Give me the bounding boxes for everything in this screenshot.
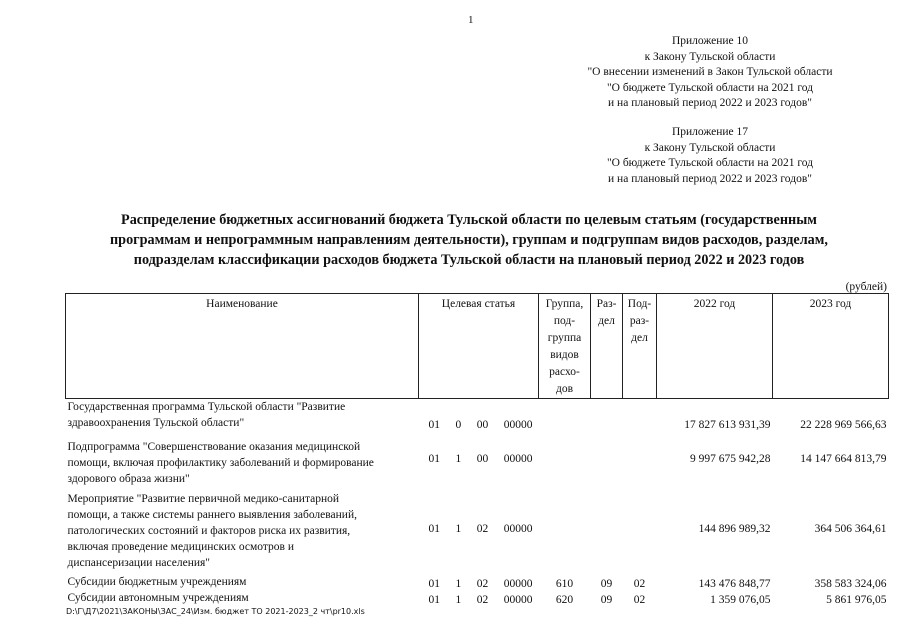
cs-event: 02 xyxy=(476,578,489,590)
appendix-line: "О внесении изменений в Закон Тульской области xyxy=(587,66,833,78)
row-amount-2023: 5 861 976,05 xyxy=(826,594,887,606)
header-group-line: группа xyxy=(547,332,582,344)
header-group xyxy=(539,294,591,399)
budget-table xyxy=(65,293,889,606)
row-amount-2022: 17 827 613 931,39 xyxy=(684,419,771,431)
row-group xyxy=(539,399,591,432)
title-line: Распределение бюджетных ассигнований бюджета Тульской области по целевым статьям (государственным xyxy=(121,212,817,228)
row-group xyxy=(539,431,591,487)
row-name xyxy=(66,431,419,487)
cs-subprogram: 1 xyxy=(455,453,462,465)
row-name-line: Субсидии автономным учреждениям xyxy=(67,592,249,604)
row-target-article xyxy=(419,431,539,487)
cs-program: 01 xyxy=(428,523,440,535)
row-name-line: патологических состояний и факторов риска их развития, xyxy=(67,525,351,537)
cs-event: 02 xyxy=(476,523,489,535)
appendix-line: Приложение 17 xyxy=(671,126,749,138)
cs-direction: 00000 xyxy=(503,594,533,606)
cs-event: 00 xyxy=(476,419,489,431)
header-group-line: расхо- xyxy=(549,366,580,378)
row-section xyxy=(591,431,623,487)
appendix-line: Приложение 10 xyxy=(671,35,749,47)
cs-subprogram: 1 xyxy=(455,594,462,606)
row-name xyxy=(66,571,419,590)
header-group-line: под- xyxy=(553,315,576,327)
page-number: 1 xyxy=(468,14,474,26)
row-amount-2023: 364 506 364,61 xyxy=(814,523,887,535)
row-group: 620 xyxy=(555,594,574,606)
header-section-line: дел xyxy=(598,315,615,327)
header-year-2023: 2023 год xyxy=(773,294,889,399)
header-section-line: Раз- xyxy=(596,298,617,310)
appendix-current-header xyxy=(530,34,890,112)
row-name-line: помощи, включая профилактику заболеваний и формирование xyxy=(67,457,374,469)
row-name-line: Субсидии бюджетным учреждениям xyxy=(67,576,247,588)
appendix-line: "О бюджете Тульской области на 2021 год xyxy=(606,81,814,94)
header-subsection xyxy=(623,294,657,399)
row-section xyxy=(591,487,623,571)
cs-subprogram: 1 xyxy=(455,578,462,590)
header-year-2022: 2022 год xyxy=(657,294,773,399)
row-name-line: Государственная программа Тульской области "Развитие xyxy=(67,401,346,413)
header-group-line: видов xyxy=(550,349,579,361)
row-section: 09 xyxy=(600,578,613,590)
row-amount-2022: 1 359 076,05 xyxy=(710,594,771,606)
table-header-row xyxy=(66,294,889,399)
header-group-line: дов xyxy=(555,383,574,395)
row-subsection: 02 xyxy=(633,578,646,590)
row-name-line: здравоохранения Тульской области" xyxy=(67,417,245,429)
header-group-line: Группа, xyxy=(545,298,584,310)
cs-event: 02 xyxy=(476,594,489,606)
cs-program: 01 xyxy=(428,594,440,606)
table-row xyxy=(66,399,889,432)
file-path-footer: D:\Г\Д7\2021\ЗАКОНЫ\ЗАС_24\Изм. бюджет ТО 2021-2023_2 чт\pr10.xls xyxy=(66,607,365,616)
row-name-line: диспансеризации населения" xyxy=(67,557,211,569)
cs-subprogram: 0 xyxy=(455,419,462,431)
table-row xyxy=(66,431,889,487)
row-target-article xyxy=(419,487,539,571)
row-name-line: Мероприятие "Развитие первичной медико-санитарной xyxy=(67,493,340,505)
row-name xyxy=(66,590,419,606)
row-subsection: 02 xyxy=(633,594,646,606)
cs-direction: 00000 xyxy=(503,453,533,465)
header-name: Наименование xyxy=(66,294,419,399)
header-target-article: Целевая статья xyxy=(419,294,539,399)
row-name-line: включая проведение медицинских осмотров и xyxy=(67,541,294,553)
appendix-original-header xyxy=(530,125,890,187)
row-subsection xyxy=(623,431,657,487)
row-subsection xyxy=(623,399,657,432)
appendix-line: к Закону Тульской области xyxy=(644,50,776,63)
header-subsection-line: дел xyxy=(631,332,648,344)
header-subsection-line: раз- xyxy=(629,315,650,327)
cs-direction: 00000 xyxy=(503,419,533,431)
header-subsection-line: Под- xyxy=(627,298,652,310)
row-target-article xyxy=(419,590,539,606)
row-group xyxy=(539,487,591,571)
cs-program: 01 xyxy=(428,453,440,465)
row-amount-2022: 9 997 675 942,28 xyxy=(690,453,771,465)
header-section xyxy=(591,294,623,399)
row-amount-2023: 22 228 969 566,63 xyxy=(800,419,887,431)
table-row xyxy=(66,571,889,590)
cs-program: 01 xyxy=(428,419,440,431)
cs-direction: 00000 xyxy=(503,523,533,535)
appendix-line: и на плановый период 2022 и 2023 годов" xyxy=(608,172,812,185)
appendix-line: "О бюджете Тульской области на 2021 год xyxy=(606,157,814,169)
title-line: подразделам классификации расходов бюджета Тульской области на плановый период 2022 и 2023 годов xyxy=(133,252,805,268)
table-row xyxy=(66,590,889,606)
row-name-line: Подпрограмма "Совершенствование оказания медицинской xyxy=(67,441,361,453)
row-amount-2023: 358 583 324,06 xyxy=(814,578,887,590)
row-section xyxy=(591,399,623,432)
row-group: 610 xyxy=(555,578,574,590)
appendix-line: и на плановый период 2022 и 2023 годов" xyxy=(608,97,812,109)
row-section: 09 xyxy=(600,594,613,606)
cs-direction: 00000 xyxy=(503,578,533,590)
title-line: программам и непрограммным направлениям деятельности), группам и подгруппам видов расходов, разделам, xyxy=(110,232,828,248)
units-label: (рублей) xyxy=(845,281,887,293)
row-name xyxy=(66,487,419,571)
cs-program: 01 xyxy=(428,578,440,590)
cs-event: 00 xyxy=(476,453,489,465)
row-amount-2022: 144 896 989,32 xyxy=(698,523,771,535)
row-target-article xyxy=(419,571,539,590)
table-row xyxy=(66,487,889,571)
row-name xyxy=(66,399,419,432)
appendix-line: к Закону Тульской области xyxy=(644,141,776,154)
row-subsection xyxy=(623,487,657,571)
row-name-line: здорового образа жизни" xyxy=(67,473,190,485)
row-amount-2022: 143 476 848,77 xyxy=(698,578,771,590)
row-amount-2023: 14 147 664 813,79 xyxy=(800,453,887,465)
cs-subprogram: 1 xyxy=(455,523,462,535)
row-name-line: помощи, а также системы раннего выявления заболеваний, xyxy=(67,509,357,521)
document-title xyxy=(50,210,888,270)
row-target-article xyxy=(419,399,539,432)
